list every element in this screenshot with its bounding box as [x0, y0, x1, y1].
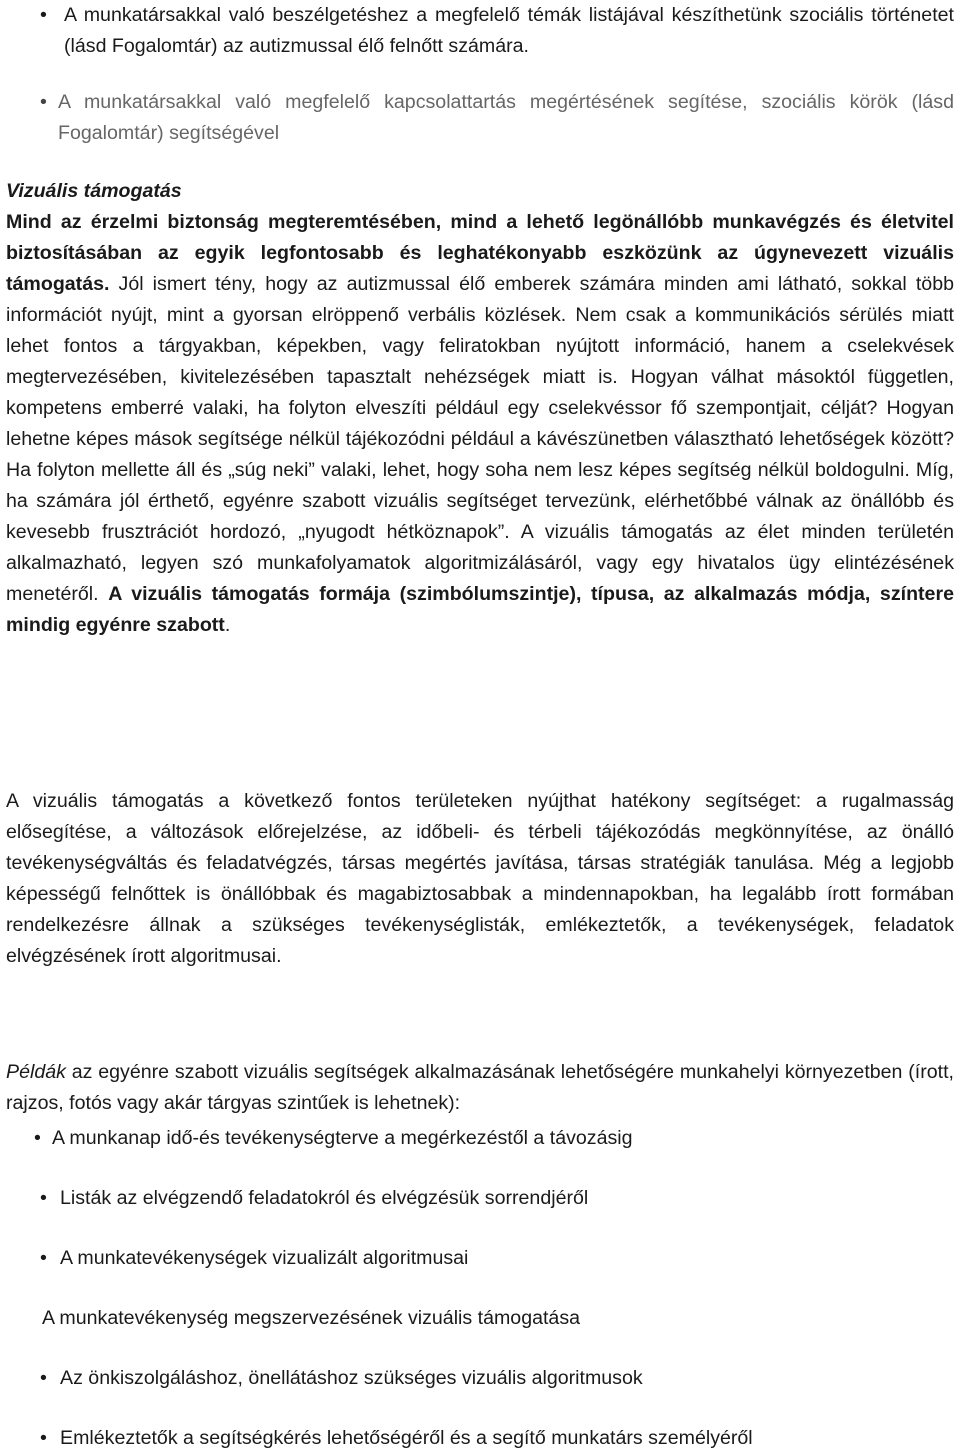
examples-lead-text: az egyénre szabott vizuális segítségek alkalmazásának lehetőségére munkahelyi környezetben (írott, rajzos, fotós vagy akár tárgyas szintűek is lehetnek):: [6, 1061, 954, 1114]
section-heading-visual-support: [6, 176, 954, 207]
bullet-text: A munkatársakkal való megfelelő kapcsolattartás megértésének segítése, szociális körök (lásd Fogalomtár) segítségével: [58, 91, 954, 144]
example-item-text: Az önkiszolgáláshoz, önellátáshoz szükséges vizuális algoritmusok: [60, 1367, 643, 1389]
example-subheading: [42, 1303, 580, 1334]
example-item-text: A munkatevékenységek vizualizált algoritmusai: [60, 1247, 469, 1269]
section-heading: Vizuális támogatás: [6, 180, 182, 202]
areas-paragraph: [6, 786, 954, 972]
example-item-text: Listák az elvégzendő feladatokról és elvégzésük sorrendjéről: [60, 1187, 589, 1209]
bullet-icon: •: [40, 91, 47, 113]
example-item-text: Emlékeztetők a segítségkérés lehetőségéről és a segítő munkatárs személyéről: [60, 1427, 753, 1449]
example-item-text: A munkanap idő-és tevékenységterve a megérkezéstől a távozásig: [52, 1127, 633, 1149]
body-text: Jól ismert tény, hogy az autizmussal élő emberek számára minden ami látható, sokkal több információt nyújt, mint a gyorsan elröppenő verbális közlések. Nem csak a kommunikációs sérülés miatt lehet fontos a tárgyakban, képekben, vagy feliratokban nyújtott információ, hanem a cselekvések megtervezésében, kivitelezésében tapasztalt nehézségek miatt is. Hogyan válhat másoktól független, kompetens emberré valaki, ha folyton elveszíti például egy cselekvéssor fő szempontjait, célját? Hogyan lehetne képes mások segítsége nélkül tájékozódni például a kávészünetben választható lehetőségek között? Ha folyton mellette áll és „súg neki” valaki, lehet, hogy soha nem lesz képes segítség nélkül boldogulni. Míg, ha számára jól érthető, egyénre szabott vizuális segítséget tervezünk, elérhetőbbé válnak az önállóbb és kevesebb frusztrációt hordozó, „nyugodt hétköznapok”. A vizuális támogatás az élet minden területén alkalmazható, legyen szó munkafolyamatok algoritmizálásáról, vagy egy hivatalos ügy elintézésének menetéről.: [6, 273, 954, 605]
example-subheading-text: A munkatevékenység megszervezésének vizuális támogatása: [42, 1307, 581, 1329]
bullet-icon: •: [40, 1367, 47, 1389]
bullet-icon: •: [40, 1187, 47, 1209]
intro-bold-text: Mind az érzelmi biztonság megteremtésében, mind a lehető legönállóbb munkavégzés és életvitel biztosításában az egyik legfontosabb és leghatékonyabb eszközünk az úgynevezett vizuális támogatás.: [6, 211, 954, 295]
examples-intro: [6, 1057, 954, 1119]
bullet-icon: •: [34, 1127, 41, 1149]
bullet-icon: •: [40, 4, 47, 26]
outro-bold-text: A vizuális támogatás formája (szimbólumszintje), típusa, az alkalmazás módja, színtere mindig egyénre szabott: [6, 583, 954, 636]
areas-text: A vizuális támogatás a következő fontos területeken nyújthat hatékony segítséget: a rugalmasság elősegítése, a változások előrejelzése, az időbeli- és térbeli tájékozódás megkönnyítése, az önálló tevékenységváltás és feladatvégzés, társas megértés javítása, társas stratégiák tanulása. Még a legjobb képességű felnőttek is önállóbbak és magabiztosabbak a mindennapokban, ha legalább írott formában rendelkezésre állnak a szükséges tevékenységlisták, emlékeztetők, a tevékenységek, feladatok elvégzésének írott algoritmusai.: [6, 790, 954, 967]
examples-italic-lead: Példák: [6, 1061, 66, 1083]
bullet-text: A munkatársakkal való beszélgetéshez a megfelelő témák listájával készíthetünk szociális történetet (lásd Fogalomtár) az autizmussal élő felnőtt számára.: [64, 4, 954, 57]
visual-support-paragraph: [6, 207, 954, 641]
outro-end: .: [224, 614, 231, 636]
bullet-icon: •: [40, 1427, 47, 1449]
bullet-icon: •: [40, 1247, 47, 1269]
